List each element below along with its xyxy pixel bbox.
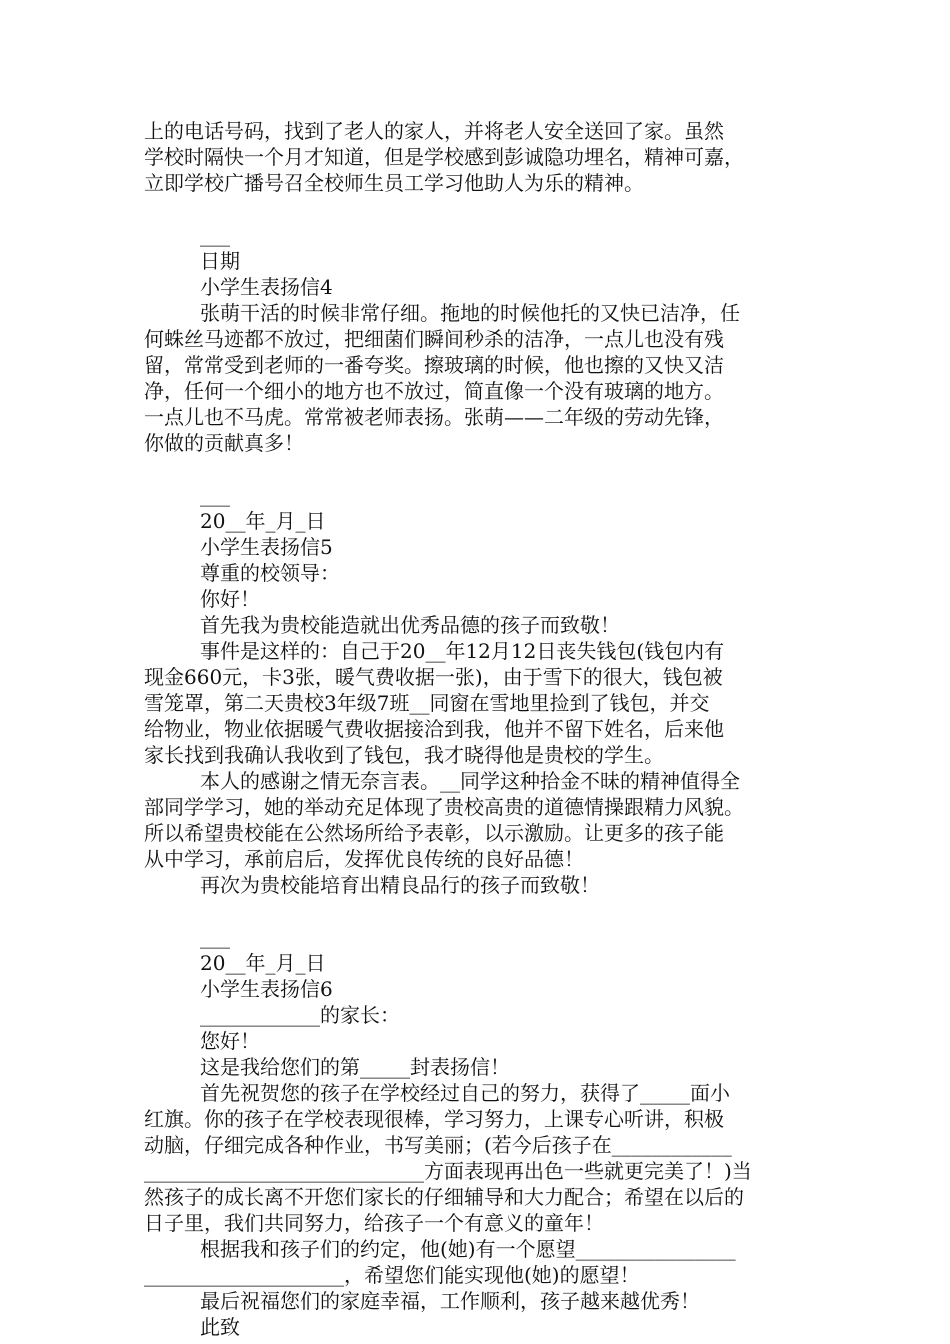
date-line: 20__年_月_日	[200, 951, 326, 975]
text-line: 张萌干活的时候非常仔细。拖地的时候他托的又快已洁净，任	[200, 301, 740, 325]
text-line: 事件是这样的：自己于20__年12月12日丧失钱包(钱包内有	[200, 639, 725, 663]
text-line: 何蛛丝马迹都不放过，把细菌们瞬间秒杀的洁净，一点儿也没有残	[144, 327, 724, 351]
text-line: 留，常常受到老师的一番夸奖。擦玻璃的时候，他也擦的又快又洁	[144, 353, 724, 377]
date-label: 日期	[200, 249, 240, 273]
signature-blank: ___	[200, 925, 230, 949]
text-line: ____________________，希望您们能实现他(她)的愿望！	[144, 1263, 640, 1287]
signature-blank: ___	[200, 223, 230, 247]
text-line: 再次为贵校能培育出精良品行的孩子而致敬！	[200, 873, 600, 897]
spacer	[144, 456, 844, 482]
text-line: 本人的感谢之情无奈言表。__同学这种拾金不昧的精神值得全	[200, 769, 740, 793]
text-line: 立即学校广播号召全校师生员工学习他助人为乐的精神。	[144, 171, 644, 195]
text-line: 动脑，仔细完成各种作业，书写美丽；(若今后孩子在____________	[144, 1133, 732, 1157]
text-line: ____________________________方面表现再出色一些就更完美了！)当	[144, 1159, 752, 1183]
date-line: 20__年_月_日	[200, 509, 326, 533]
text-line: 给物业，物业依据暖气费收据接洽到我，他并不留下姓名，后来他	[144, 717, 724, 741]
text-line: 根据我和孩子们的约定，他(她)有一个愿望________________	[200, 1237, 736, 1261]
spacer	[144, 898, 844, 924]
section-title: 小学生表扬信5	[200, 535, 333, 559]
text-line: 家长找到我确认我收到了钱包，我才晓得他是贵校的学生。	[144, 743, 664, 767]
closing: 此致	[200, 1315, 240, 1339]
signature-blank: ___	[200, 483, 230, 507]
text-line: 你做的贡献真多！	[144, 431, 304, 455]
text-line: 然孩子的成长离不开您们家长的仔细辅导和大力配合；希望在以后的	[144, 1185, 744, 1209]
salutation: ____________的家长：	[200, 1003, 400, 1027]
document-page	[144, 118, 844, 1340]
text-line: 红旗。你的孩子在学校表现很棒，学习努力，上课专心听讲，积极	[144, 1107, 724, 1131]
text-line: 部同学学习，她的举动充足体现了贵校高贵的道德情操跟精力风貌。	[144, 795, 744, 819]
text-line: 首先祝贺您的孩子在学校经过自己的努力，获得了_____面小	[200, 1081, 730, 1105]
salutation: 尊重的校领导：	[200, 561, 340, 585]
text-line: 学校时隔快一个月才知道，但是学校感到彭诚隐功埋名，精神可嘉，	[144, 145, 744, 169]
text-line: 上的电话号码，找到了老人的家人，并将老人安全送回了家。虽然	[144, 119, 724, 143]
text-line: 雪笼罩，第二天贵校3年级7班__同窗在雪地里捡到了钱包，并交	[144, 691, 710, 715]
text-line: 从中学习，承前启后，发挥优良传统的良好品德！	[144, 847, 584, 871]
text-line: 首先我为贵校能造就出优秀品德的孩子而致敬！	[200, 613, 620, 637]
text-line: 一点儿也不马虎。常常被老师表扬。张萌——二年级的劳动先锋，	[144, 405, 724, 429]
text-line: 现金660元，卡3张，暖气费收据一张)，由于雪下的很大，钱包被	[144, 665, 723, 689]
text-line: 所以希望贵校能在公然场所给予表彰，以示激励。让更多的孩子能	[144, 821, 724, 845]
greeting: 您好！	[200, 1029, 260, 1053]
section-title: 小学生表扬信4	[200, 275, 333, 299]
section-title: 小学生表扬信6	[200, 977, 333, 1001]
spacer	[144, 196, 844, 222]
text-line: 日子里，我们共同努力，给孩子一个有意义的童年！	[144, 1211, 604, 1235]
text-line: 净，任何一个细小的地方也不放过，简直像一个没有玻璃的地方。	[144, 379, 724, 403]
text-line: 最后祝福您们的家庭幸福，工作顺利，孩子越来越优秀！	[200, 1289, 700, 1313]
greeting: 你好！	[200, 587, 260, 611]
text-line: 这是我给您们的第_____封表扬信！	[200, 1055, 510, 1079]
